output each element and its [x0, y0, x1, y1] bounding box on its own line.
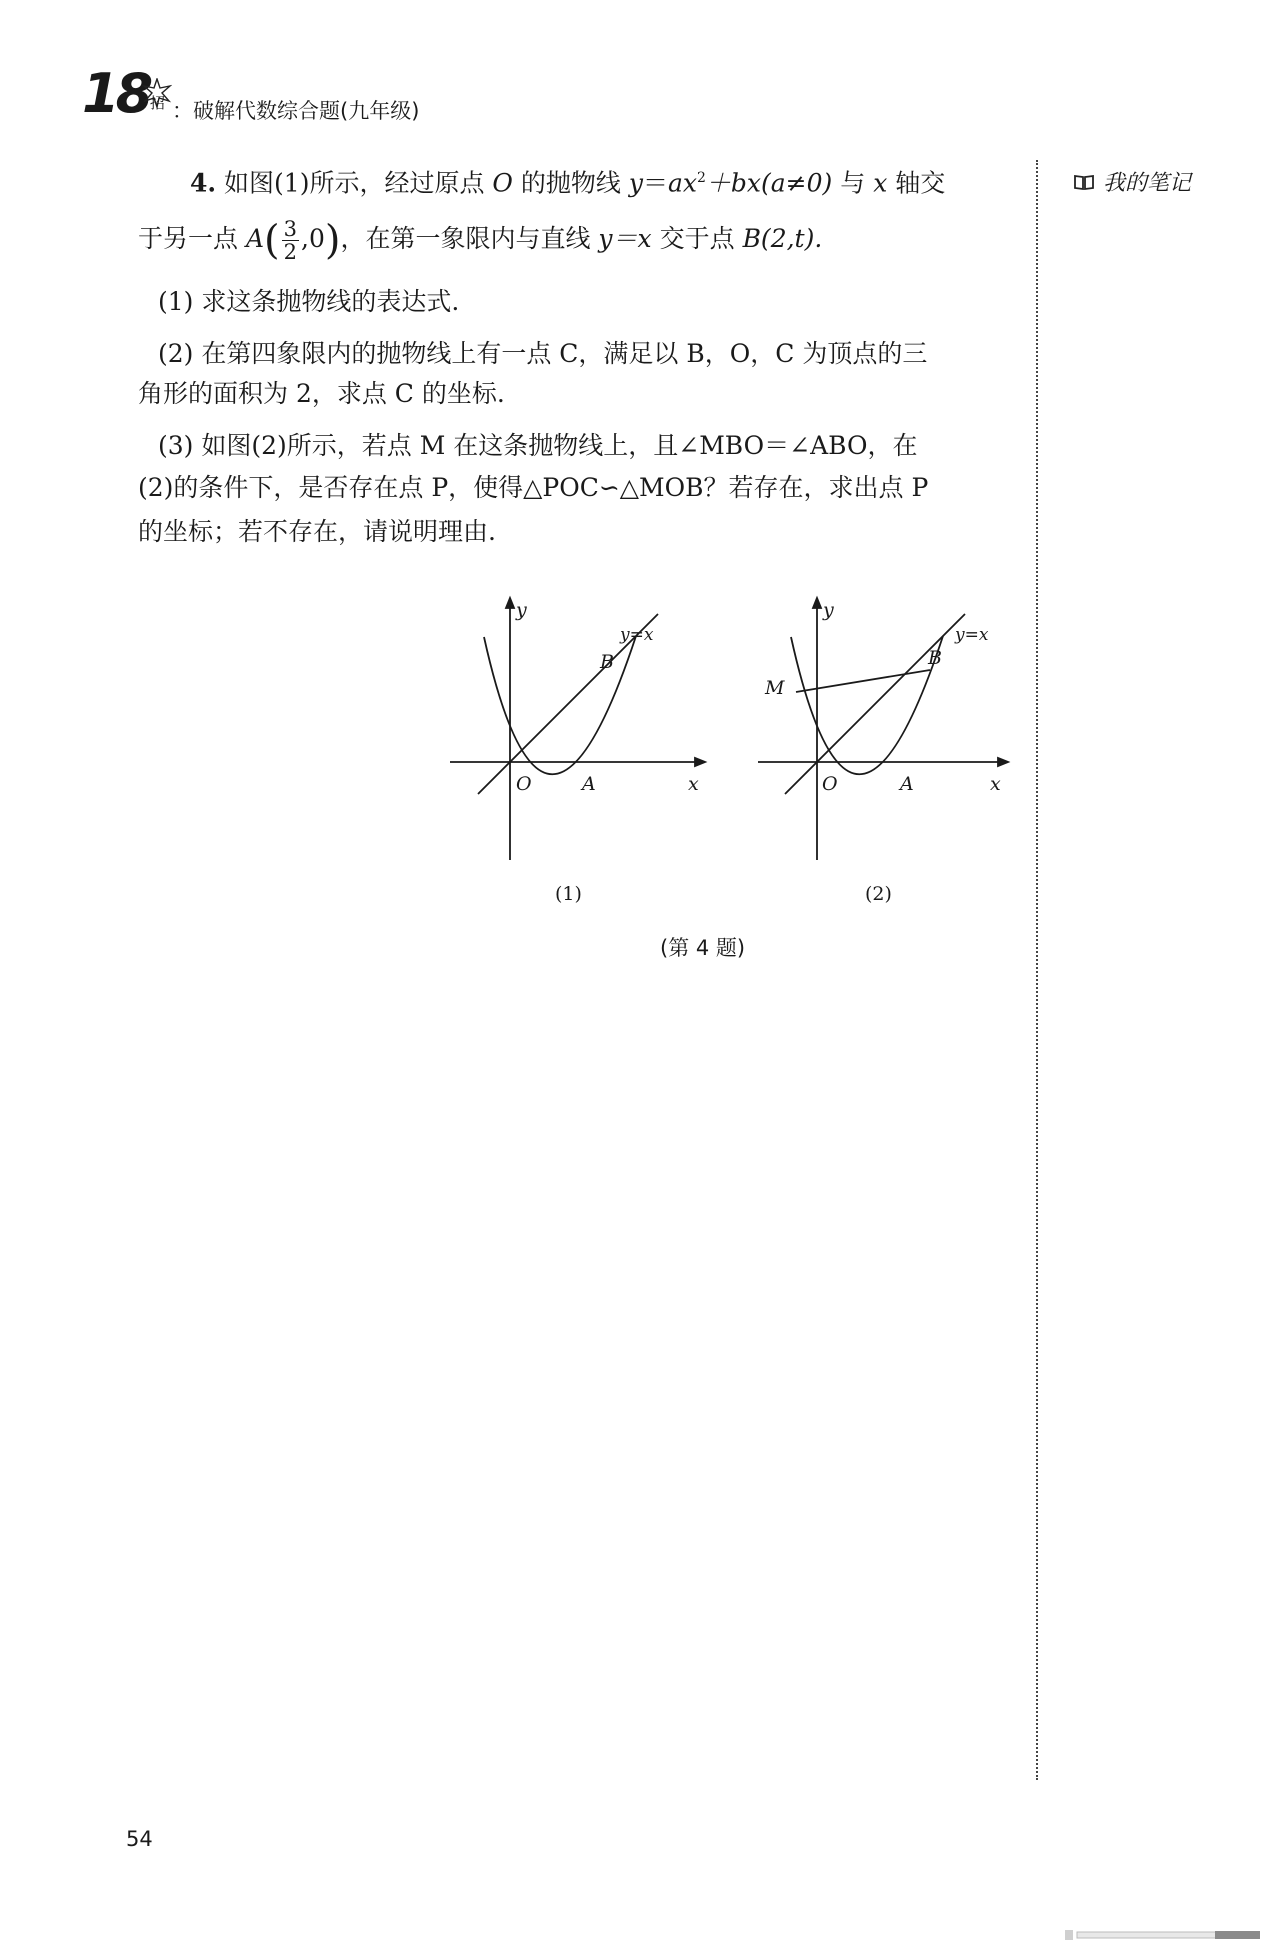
point-m-label: M — [765, 677, 785, 699]
fraction — [282, 218, 299, 263]
open-book-icon — [1073, 173, 1095, 191]
question-3-line-3: 的坐标；若不存在，请说明理由. — [138, 517, 496, 546]
y-axis-arrow — [813, 598, 821, 608]
text-run: ax — [667, 168, 697, 198]
viewer-scrollbar[interactable] — [1065, 1928, 1260, 1940]
line-y-equals-x — [785, 614, 965, 794]
figure-caption: (第 4 题) — [660, 936, 746, 960]
point-a-label: A — [900, 773, 914, 795]
text-run: 与 — [832, 168, 874, 198]
text-run: 于另一点 — [138, 224, 246, 253]
text-run: ，在第一象限内与直线 — [340, 224, 599, 253]
point-a-label: A — [582, 773, 596, 795]
page-number: 54 — [126, 1827, 153, 1851]
x-axis-label: x — [990, 773, 1001, 795]
notes-header — [1073, 166, 1191, 197]
text-run: x — [873, 168, 888, 198]
point-b-label: B — [928, 647, 942, 669]
text-run: ,0 — [301, 224, 325, 253]
text-run: A — [245, 224, 265, 253]
text-run: 的抛物线 — [512, 168, 629, 198]
y-axis-label: y — [823, 599, 834, 621]
header-badge-char: 招 — [150, 94, 166, 112]
fraction-denominator: 2 — [283, 240, 297, 264]
paren-close: ) — [324, 217, 341, 264]
line-label: y=x — [620, 625, 654, 645]
figures-container — [440, 590, 1020, 910]
question-1: (1) 求这条抛物线的表达式. — [158, 287, 460, 316]
figure-1-label: (1) — [555, 883, 582, 905]
text-run: B(2,t). — [742, 224, 823, 253]
text-run: 2 — [696, 170, 706, 186]
text-run: y — [628, 168, 643, 198]
text-run: (a≠0) — [761, 168, 833, 198]
line-label: y=x — [955, 625, 989, 645]
question-2-line-1: (2) 在第四象限内的抛物线上有一点 C，满足以 B，O，C 为顶点的三 — [158, 339, 928, 368]
figure-1 — [450, 598, 705, 860]
question-2-line-2: 角形的面积为 2，求点 C 的坐标. — [138, 379, 505, 408]
point-b-label: B — [600, 651, 614, 673]
text-run: ＝x — [612, 224, 652, 253]
question-3-line-1: (3) 如图(2)所示，若点 M 在这条抛物线上，且∠MBO＝∠ABO，在 — [158, 431, 918, 460]
text-run: 交于点 — [651, 224, 743, 253]
x-axis-label: x — [688, 773, 699, 795]
segment-mb — [796, 670, 930, 692]
x-axis-arrow — [998, 758, 1008, 766]
header-series-number: 18 — [82, 62, 150, 125]
y-axis-arrow — [506, 598, 514, 608]
origin-label: O — [822, 773, 838, 795]
question-3-line-2: (2)的条件下，是否存在点 P，使得△POC∽△MOB？若存在，求出点 P — [138, 473, 929, 502]
figure-2-label: (2) — [865, 883, 892, 905]
scroll-thumb-left[interactable] — [1065, 1930, 1073, 1940]
text-run: O — [492, 168, 513, 198]
text-run: ＋bx — [705, 168, 762, 198]
notes-divider — [1036, 160, 1038, 1780]
problem-number: 4. — [190, 168, 217, 198]
text-run: y — [598, 224, 613, 253]
fraction-numerator: 3 — [283, 217, 297, 241]
text-run: 轴交 — [887, 168, 946, 198]
y-axis-label: y — [516, 599, 527, 621]
problem-line-1 — [190, 160, 1060, 201]
text-run: ＝ — [642, 168, 668, 198]
text-run: 如图(1)所示，经过原点 — [216, 168, 493, 198]
notes-label: 我的笔记 — [1103, 171, 1192, 196]
scroll-thumb[interactable] — [1215, 1931, 1260, 1939]
x-axis-arrow — [695, 758, 705, 766]
origin-label: O — [516, 773, 532, 795]
header-book-title: ：破解代数综合题(九年级) — [172, 99, 420, 123]
parabola — [791, 636, 943, 774]
paren-open: ( — [264, 217, 280, 264]
problem-line-2 — [138, 218, 1008, 263]
